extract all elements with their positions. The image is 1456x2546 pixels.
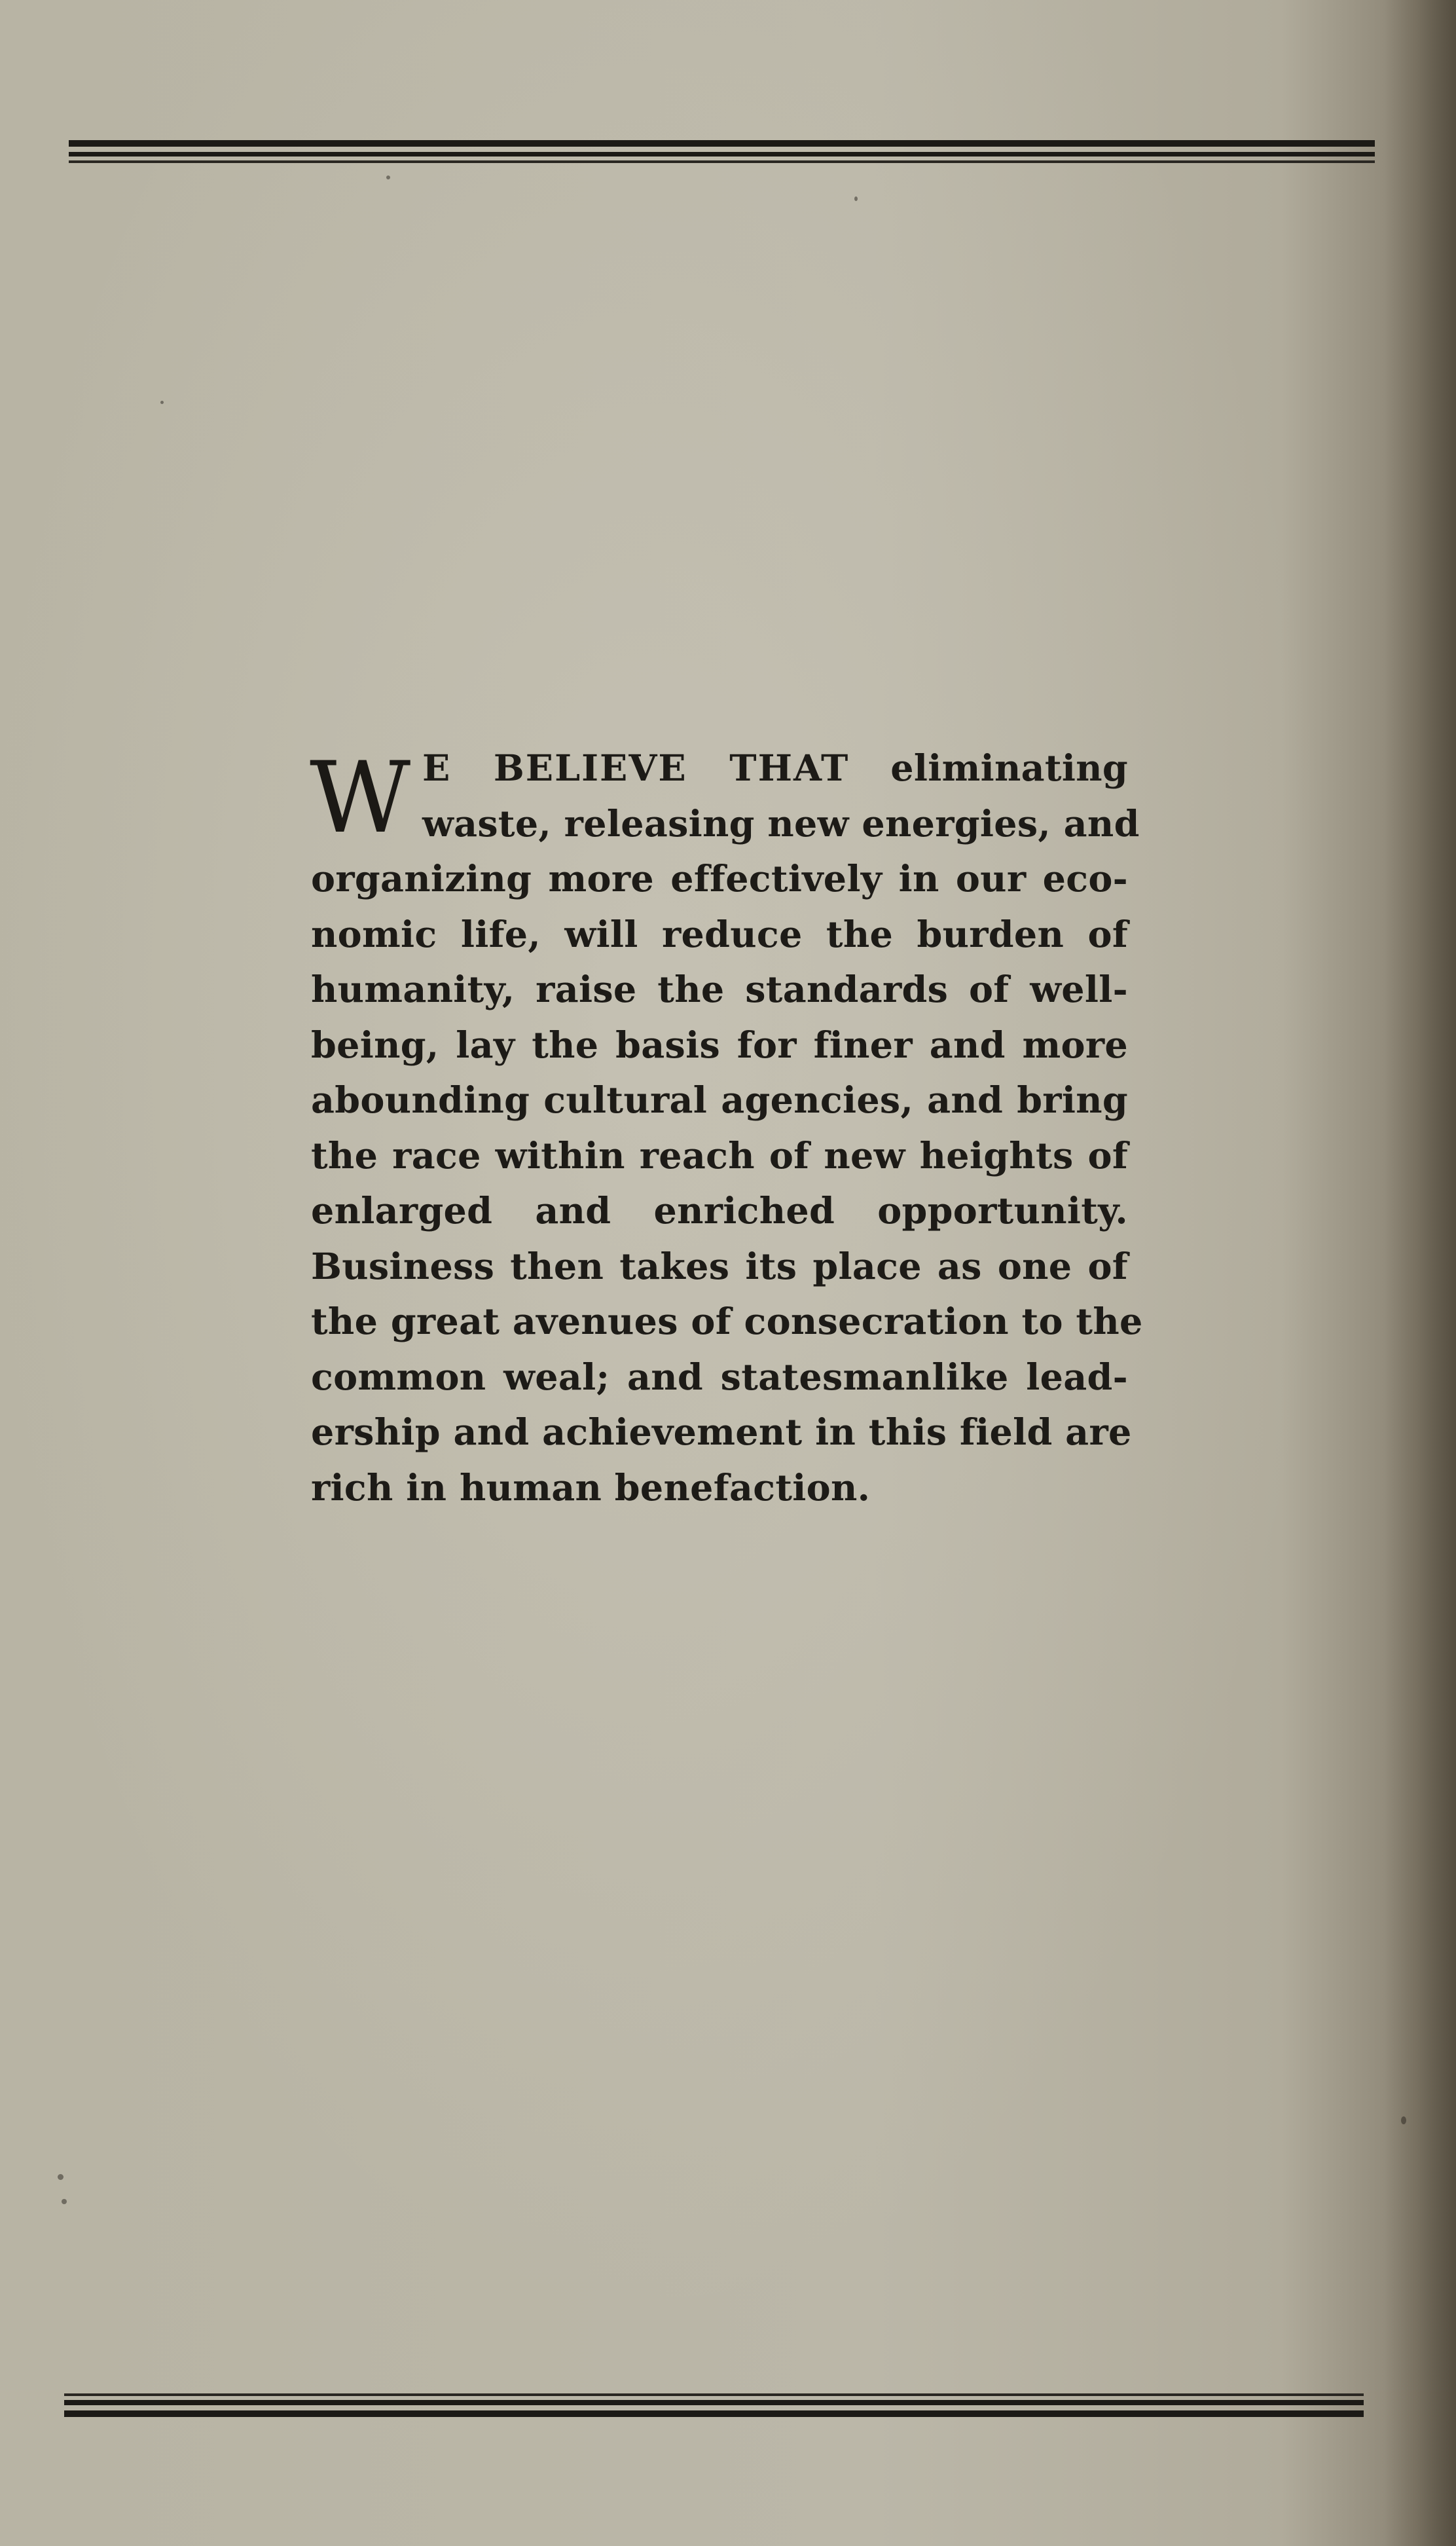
top-rule-thin [69,160,1375,163]
paper-speck [62,2199,67,2204]
paper-speck [1401,2116,1406,2124]
spine-shadow [1384,0,1456,2546]
paper-speck [58,2174,64,2180]
passage-line-12: common weal; and statesmanlike lead- [311,1356,1128,1399]
passage-line-13: ership and achievement in this field are [311,1411,1132,1454]
paper-speck [160,401,164,404]
passage-line-7: abounding cultural agencies, and bring [311,1079,1128,1122]
passage-line-8: the race within reach of new heights of [311,1134,1128,1177]
passage-line-10: Business then takes its place as one of [311,1245,1128,1288]
passage-line-9: enlarged and enriched opportunity. [311,1190,1128,1232]
passage-line-14: rich in human benefaction. [311,1466,871,1509]
paper-speck [854,196,858,201]
passage-line-3: organizing more effectively in our eco- [311,858,1128,900]
passage-line-6: being, lay the basis for finer and more [311,1024,1128,1067]
passage-line-5: humanity, raise the standards of well- [311,969,1128,1011]
bottom-double-rule [64,2393,1364,2417]
top-rule-second [69,152,1375,157]
drop-cap-initial: W [310,741,411,855]
top-double-rule [69,140,1375,163]
passage-line-2: waste, releasing new energies, and [422,802,1140,845]
passage-line-4: nomic life, will reduce the burden of [311,913,1128,956]
lead-capitals: E BELIEVE THAT [422,747,850,790]
passage-line-1: E BELIEVE THAT eliminating [422,747,1128,790]
bottom-rule-second [64,2410,1364,2417]
bottom-rule-thick [64,2400,1364,2405]
belief-passage [310,741,1143,1516]
top-rule-thick [69,140,1375,147]
paper-speck [386,175,390,179]
passage-line-11: the great avenues of consecration to the [311,1301,1143,1343]
